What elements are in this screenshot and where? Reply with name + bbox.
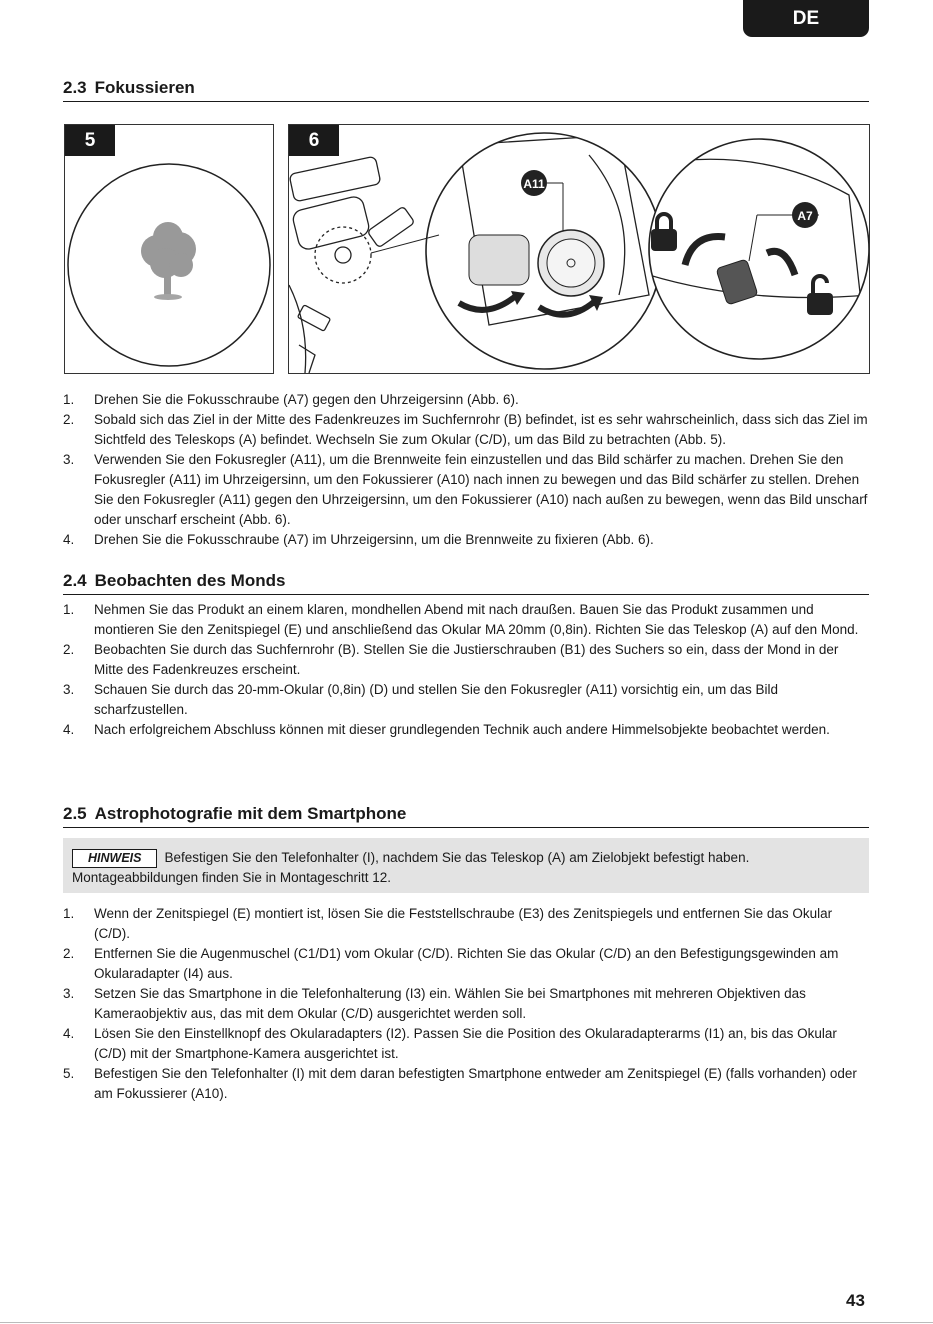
section-number: 2.3 (63, 78, 87, 97)
section-title: Fokussieren (94, 78, 195, 97)
section-heading-astrophotografie (63, 804, 869, 828)
note-text: Befestigen Sie den Telefonhalter (I), nachdem Sie das Teleskop (A) am Zielobjekt befestigt haben. Montageabbildungen finden Sie in Montageschritt 12. (72, 850, 750, 885)
section-heading-fokussieren (63, 78, 869, 102)
zoom-focuser-knob (459, 135, 649, 325)
list-item: 5. Befestigen Sie den Telefonhalter (I) mit dem daran befestigten Smartphone entweder am Zenitspiegel (E) (falls vorhanden) oder am Fokussierer (A10). (63, 1066, 857, 1101)
zoom-focus-screw (649, 159, 869, 373)
list-item: 1. Wenn der Zenitspiegel (E) montiert ist, lösen Sie die Feststellschraube (E3) des Zenitspiegels und entfernen Sie das Okular (C/D). (63, 906, 833, 941)
eyepiece-view-illustration (65, 125, 273, 373)
list-item: 3. Verwenden Sie den Fokusregler (A11), um die Brennweite fein einzustellen und das Bild schärfer zu machen. Drehen Sie den Fokusregler (A11) im Uhrzeigersinn, um den Fokussierer (A10) nach innen zu bewegen und das Bild schärfer zu stellen. Drehen Sie den Fokusregler (A11) gegen den Uhrzeigersinn, um den Fokussierer (A10) nach außen zu bewegen, wenn das Bild unscharf oder unscharf erscheint (Abb. 6). (63, 452, 868, 527)
list-item: 3. Schauen Sie durch das 20-mm-Okular (0,8in) (D) und stellen Sie den Fokusregler (A11) vorsichtig ein, um das Bild scharfzustellen. (63, 682, 779, 717)
section-number: 2.5 (63, 804, 87, 823)
section-heading-monds (63, 571, 869, 595)
figure-label: 5 (65, 125, 115, 156)
figure-6 (288, 124, 870, 374)
list-item: 4. Lösen Sie den Einstellknopf des Okularadapters (I2). Passen Sie die Position des Okularadapterarms (I1) an, bis das Okular (C/D) mit der Smartphone-Kamera ausgerichtet ist. (63, 1026, 837, 1061)
page-number: 43 (846, 1291, 865, 1310)
list-item: 2. Entfernen Sie die Augenmuschel (C1/D1) vom Okular (C/D). Richten Sie das Okular (C/D) an den Befestigungsgewinden am Okularadapter (I4) aus. (63, 946, 839, 981)
callout-a7: A7 (797, 209, 813, 223)
section-number: 2.4 (63, 571, 87, 590)
steps-monds (63, 600, 869, 740)
list-item: 3. Setzen Sie das Smartphone in die Telefonhalterung (I3) ein. Wählen Sie bei Smartphones mit mehreren Objektiven das Kameraobjektiv aus, das mit dem Okular (C/D) ausgerichtet werden soll. (63, 986, 806, 1021)
note-badge: HINWEIS (72, 849, 157, 868)
list-item: 2. Sobald sich das Ziel in der Mitte des Fadenkreuzes im Suchfernrohr (B) befindet, ist es sehr wahrscheinlich, dass sich das Ziel im Sichtfeld des Teleskops (A) befindet. Wechseln Sie zum Okular (C/D), um das Bild zu betrachten (Abb. 5). (63, 412, 868, 447)
language-tab: DE (743, 0, 869, 37)
telescope-sketch (289, 156, 439, 373)
note-box (63, 838, 869, 893)
list-item: 4. Drehen Sie die Fokusschraube (A7) im Uhrzeigersinn, um die Brennweite zu fixieren (Abb. 6). (63, 532, 654, 547)
focuser-illustration (289, 125, 869, 373)
list-item: 1. Drehen Sie die Fokusschraube (A7) gegen den Uhrzeigersinn (Abb. 6). (63, 392, 519, 407)
section-title: Beobachten des Monds (94, 571, 286, 590)
steps-fokussieren (63, 390, 869, 550)
figure-label: 6 (289, 125, 339, 156)
steps-astrophotografie (63, 904, 869, 1104)
callout-a11: A11 (523, 177, 545, 191)
bottom-divider (0, 1322, 933, 1323)
list-item: 1. Nehmen Sie das Produkt an einem klaren, mondhellen Abend mit nach draußen. Bauen Sie das Produkt zusammen und montieren Sie den Zenitspiegel (E) und anschließend das Okular MA 20mm (0,8in). Richten Sie das Teleskop (A) auf den Mond. (63, 602, 859, 637)
list-item: 2. Beobachten Sie durch das Suchfernrohr (B). Stellen Sie die Justierschrauben (B1) des Suchers so ein, dass der Mond in der Mitte des Fadenkreuzes erscheint. (63, 642, 839, 677)
list-item: 4. Nach erfolgreichem Abschluss können mit dieser grundlegenden Technik auch andere Himmelsobjekte beobachtet werden. (63, 722, 830, 737)
section-title: Astrophotografie mit dem Smartphone (94, 804, 407, 823)
figure-5 (64, 124, 274, 374)
